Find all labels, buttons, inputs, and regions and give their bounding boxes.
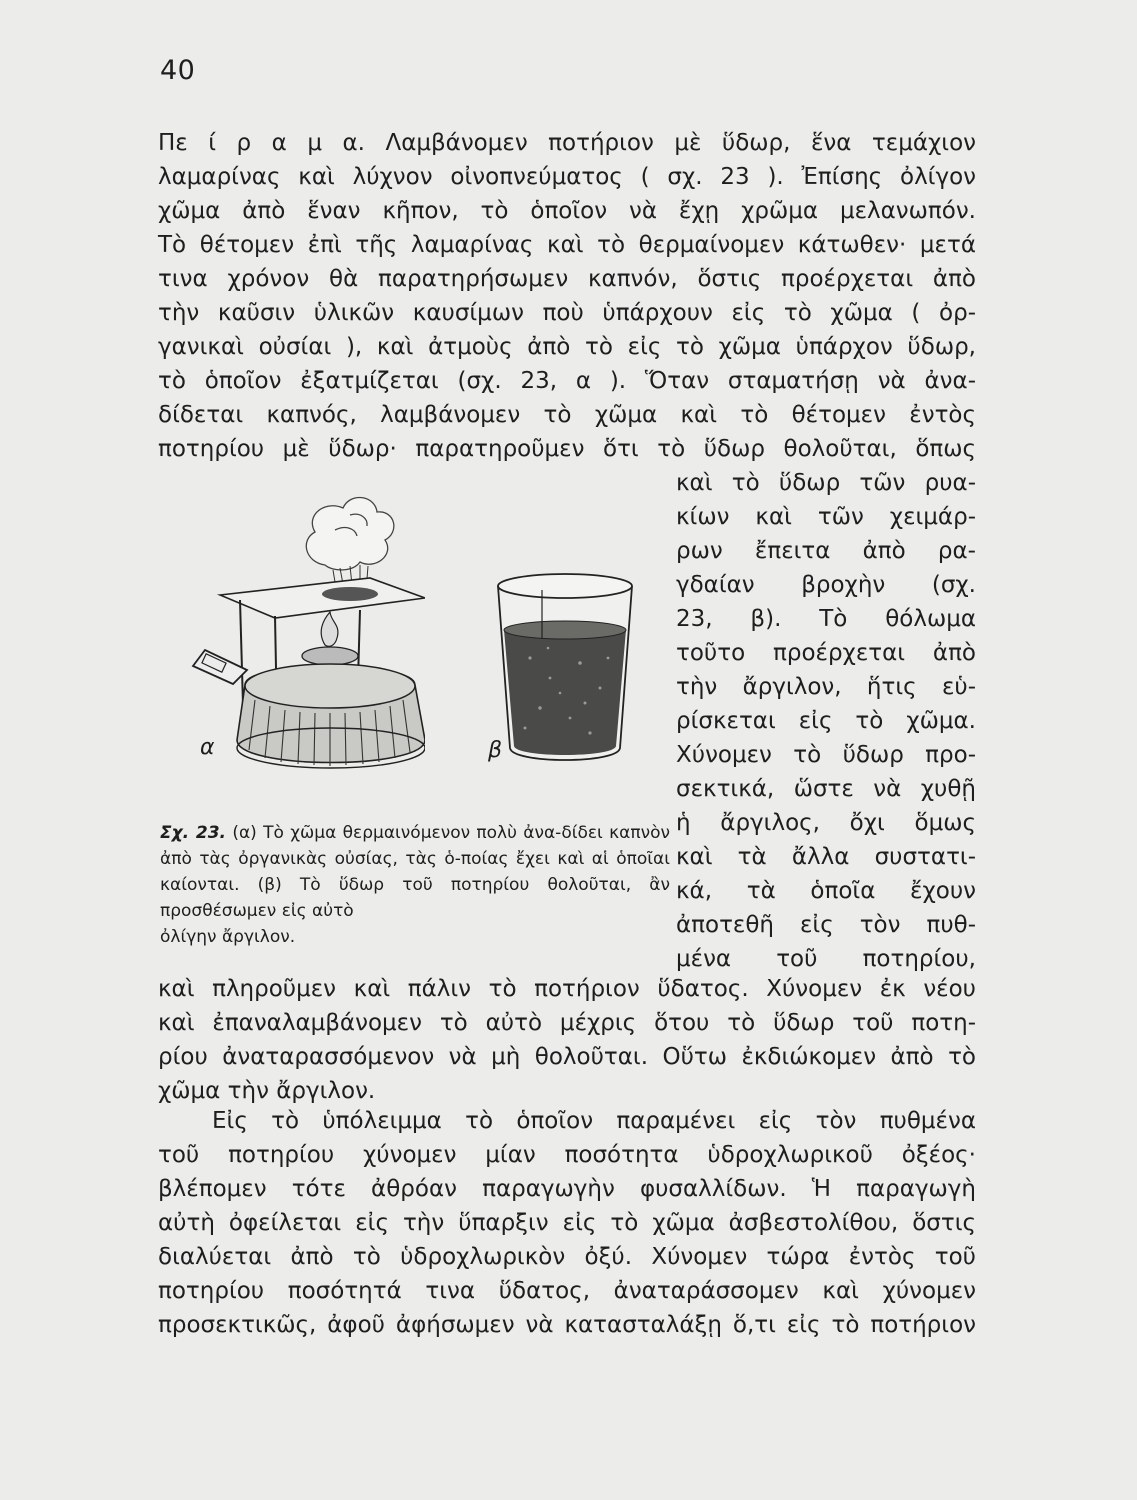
side-line: Χύνομεν τὸ ὕδωρ προ- xyxy=(676,742,976,768)
body-line: διαλύεται ἀπὸ τὸ ὑδροχλωρικὸν ὀξύ. Χύνομεν τώρα ἐντὸς τοῦ xyxy=(158,1244,976,1270)
body-line: γανικαὶ οὐσίαι ), καὶ ἀτμοὺς ἀπὸ τὸ εἰς τὸ χῶμα ὑπάρχον ὕδωρ, xyxy=(158,334,976,360)
glass-illustration xyxy=(490,568,640,768)
body-line: αὐτὴ ὀφείλεται εἰς τὴν ὕπαρξιν εἰς τὸ χῶμα ἀσβεστολίθου, ὅστις xyxy=(158,1210,976,1236)
body-line: τινα χρόνον θὰ παρατηρήσωμεν καπνόν, ὅστις προέρχεται ἀπὸ xyxy=(158,266,976,292)
body-line: καὶ πληροῦμεν καὶ πάλιν τὸ ποτήριον ὕδατος. Χύνομεν ἐκ νέου xyxy=(158,976,976,1002)
side-line: γδαίαν βροχὴν (σχ. xyxy=(676,572,976,598)
body-line: χῶμα τὴν ἄργιλον. xyxy=(158,1078,376,1104)
figure-label-beta: β xyxy=(488,738,503,763)
body-line: λαμαρίνας καὶ λύχνον οἰνοπνεύματος ( σχ. 23 ). Ἐπίσης ὀλίγον xyxy=(158,164,976,190)
body-line: ρίου ἀναταρασσόμενον νὰ μὴ θολοῦται. Οὕτω ἐκδιώκομεν ἀπὸ τὸ xyxy=(158,1044,976,1070)
side-line: ἀποτεθῆ εἰς τὸν πυθ- xyxy=(676,912,976,938)
body-line: προσεκτικῶς, ἀφοῦ ἀφήσωμεν νὰ κατασταλάξῃ ὅ,τι εἰς τὸ ποτήριον xyxy=(158,1312,976,1338)
caption-text: (α) Τὸ χῶμα θερμαινόμενον πολὺ ἀνα-δίδει καπνὸν ἀπὸ τὰς ὀργανικὰς οὐσίας, τὰς ὁ-ποίας ἔχει καὶ αἱ ὁποῖαι καίονται. (β) Τὸ ὕδωρ τοῦ ποτηρίου θολοῦται, ἂν προσθέσωμεν εἰς αὐτὸ xyxy=(160,823,670,921)
body-line: δίδεται καπνός, λαμβάνομεν τὸ χῶμα καὶ τὸ θέτομεν ἐντὸς xyxy=(158,402,976,428)
side-line: 23, β). Τὸ θόλωμα xyxy=(676,606,976,632)
figure-label-alpha: α xyxy=(200,735,215,760)
caption-last-line: ὀλίγην ἄργιλον. xyxy=(160,927,296,947)
side-line: τοῦτο προέρχεται ἀπὸ xyxy=(676,640,976,666)
side-line: μένα τοῦ ποτηρίου, xyxy=(676,946,976,972)
side-line: κίων καὶ τῶν χειμάρ- xyxy=(676,504,976,530)
side-line: καὶ τὰ ἄλλα συστατι- xyxy=(676,844,976,870)
body-line: τὸ ὁποῖον ἐξατμίζεται (σχ. 23, α ). Ὅταν σταματήσῃ νὰ ἀνα- xyxy=(158,368,976,394)
body-line: Πε ί ρ α μ α. Λαμβάνομεν ποτήριον μὲ ὕδωρ, ἕνα τεμάχιον xyxy=(158,130,976,156)
body-line: ποτηρίου ποσότητά τινα ὕδατος, ἀναταράσσομεν καὶ χύνομεν xyxy=(158,1278,976,1304)
side-line: κά, τὰ ὁποῖα ἔχουν xyxy=(676,878,976,904)
body-line: ποτηρίου μὲ ὕδωρ· παρατηροῦμεν ὅτι τὸ ὕδωρ θολοῦται, ὅπως xyxy=(158,436,976,462)
side-line: ρων ἔπειτα ἀπὸ ρα- xyxy=(676,538,976,564)
body-line: Τὸ θέτομεν ἐπὶ τῆς λαμαρίνας καὶ τὸ θερμαίνομεν κάτωθεν· μετά xyxy=(158,232,976,258)
body-line: τοῦ ποτηρίου χύνομεν μίαν ποσότητα ὑδροχλωρικοῦ ὀξέος· xyxy=(158,1142,976,1168)
side-line: ρίσκεται εἰς τὸ χῶμα. xyxy=(676,708,976,734)
figure-caption xyxy=(160,820,670,950)
caption-label: Σχ. 23. xyxy=(160,823,226,843)
body-line: τὴν καῦσιν ὑλικῶν καυσίμων ποὺ ὑπάρχουν εἰς τὸ χῶμα ( ὀρ- xyxy=(158,300,976,326)
side-line: τὴν ἄργιλον, ἥτις εὑ- xyxy=(676,674,976,700)
page-number: 40 xyxy=(160,55,196,86)
side-line: ἡ ἄργιλος, ὄχι ὅμως xyxy=(676,810,976,836)
side-line: καὶ τὸ ὕδωρ τῶν ρυα- xyxy=(676,470,976,496)
body-line: βλέπομεν τότε ἀθρόαν παραγωγὴν φυσαλλίδων. Ἡ παραγωγὴ xyxy=(158,1176,976,1202)
side-line: σεκτικά, ὥστε νὰ χυθῇ xyxy=(676,776,976,802)
body-line: καὶ ἐπαναλαμβάνομεν τὸ αὐτὸ μέχρις ὅτου τὸ ὕδωρ τοῦ ποτη- xyxy=(158,1010,976,1036)
alcohol-lamp-illustration xyxy=(185,470,425,770)
body-line: χῶμα ἀπὸ ἕναν κῆπον, τὸ ὁποῖον νὰ ἔχῃ χρῶμα μελανωπόν. xyxy=(158,198,976,224)
paragraph-start: Εἰς τὸ ὑπόλειμμα τὸ ὁποῖον παραμένει εἰς τὸν πυθμένα xyxy=(212,1108,976,1134)
